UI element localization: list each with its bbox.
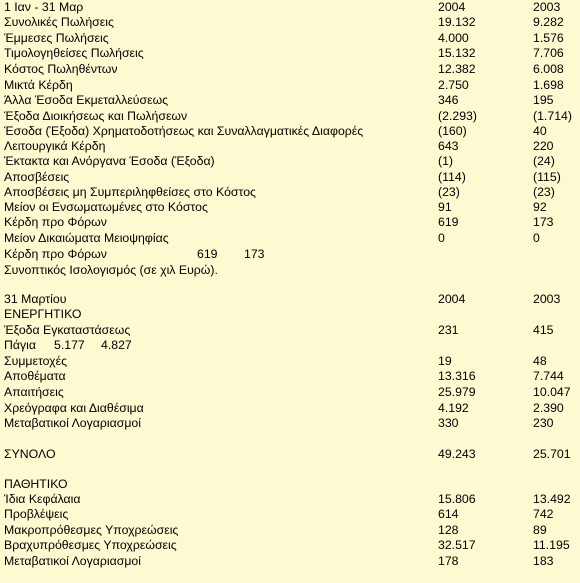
- asset-inline-row: [0, 338, 580, 353]
- row-label: Πάγια: [4, 338, 36, 352]
- value-2004: 91: [438, 200, 452, 214]
- year-2004-header: 2004: [438, 0, 466, 14]
- row-label: Αποσβέσεις: [4, 170, 70, 184]
- row-label: Αποσβέσεις μη Συμπεριληφθείσες στο Κόστος: [4, 185, 256, 199]
- row-label: Έσοδα (Έξοδα) Χρηματοδοτήσεως και Συναλλαγματικές Διαφορές: [4, 124, 364, 138]
- row-label: Άλλα Έσοδα Εκμεταλλεύσεως: [4, 93, 169, 107]
- income-row: [0, 15, 580, 30]
- value-2003: 173: [244, 247, 265, 261]
- asset-row: [0, 401, 580, 416]
- income-row: [0, 78, 580, 93]
- value-2003: 13.492: [533, 492, 571, 506]
- value-2003: 0: [533, 231, 540, 245]
- asset-row: [0, 369, 580, 384]
- income-inline-row: [0, 247, 580, 262]
- value-2004: 0: [438, 231, 445, 245]
- row-label: Μεταβατικοί Λογαριασμοί: [4, 416, 141, 430]
- row-label: Έκτακτα και Ανόργανα Έσοδα (Έξοδα): [4, 154, 215, 168]
- value-2003: 10.047: [533, 385, 571, 399]
- value-2003: 89: [533, 523, 547, 537]
- value-2003: (1.714): [533, 109, 572, 123]
- income-row: [0, 124, 580, 139]
- value-2004: 25.979: [438, 385, 476, 399]
- row-label: Μακροπρόθεσμες Υποχρεώσεις: [4, 523, 179, 537]
- income-row: [0, 154, 580, 169]
- row-label: Μεταβατικοί Λογαριασμοί: [4, 554, 141, 568]
- row-label: Κέρδη προ Φόρων: [4, 215, 107, 229]
- income-row: [0, 109, 580, 124]
- row-label: Έξοδα Διοικήσεως και Πωλήσεων: [4, 109, 188, 123]
- asset-row: [0, 416, 580, 431]
- value-2004: 128: [438, 523, 459, 537]
- year-2003-header: 2003: [533, 292, 561, 306]
- value-2004: 178: [438, 554, 459, 568]
- income-row: [0, 46, 580, 61]
- income-row: [0, 93, 580, 108]
- value-2003: 7.744: [533, 369, 564, 383]
- value-2003: 92: [533, 200, 547, 214]
- value-2004: 13.316: [438, 369, 476, 383]
- asset-row: [0, 385, 580, 400]
- value-2003: 7.706: [533, 46, 564, 60]
- row-label: Αποθέματα: [4, 369, 66, 383]
- row-label: Έξοδα Εγκαταστάσεως: [4, 323, 131, 337]
- income-row: [0, 200, 580, 215]
- value-2004: 231: [438, 323, 459, 337]
- income-row: [0, 31, 580, 46]
- balance-header-row: [0, 292, 580, 307]
- value-2003: 4.827: [101, 338, 132, 352]
- year-2003-header: 2003: [533, 0, 561, 14]
- income-row: [0, 185, 580, 200]
- income-row: [0, 231, 580, 246]
- liability-row: [0, 492, 580, 507]
- value-2004: (114): [438, 170, 466, 184]
- value-2004: 19: [438, 354, 452, 368]
- value-2003: 195: [533, 93, 554, 107]
- value-2004: 346: [438, 93, 459, 107]
- value-2004: (2.293): [438, 109, 477, 123]
- value-2004: 643: [438, 139, 459, 153]
- value-2004: 15.806: [438, 492, 476, 506]
- value-2004: 619: [438, 215, 459, 229]
- asset-row: [0, 354, 580, 369]
- liability-row: [0, 538, 580, 553]
- value-2004: (23): [438, 185, 460, 199]
- value-2004: 4.192: [438, 401, 469, 415]
- value-2003: 173: [533, 215, 554, 229]
- row-label: Έμμεσες Πωλήσεις: [4, 31, 109, 45]
- value-2003: (23): [533, 185, 555, 199]
- assets-total-row: [0, 447, 580, 462]
- value-2003: 2.390: [533, 401, 564, 415]
- period-label: 1 Ιαν - 31 Μαρ: [4, 0, 84, 14]
- value-2003: (115): [533, 170, 561, 184]
- income-header-row: [0, 0, 580, 15]
- row-label: Προβλέψεις: [4, 507, 69, 521]
- value-2003: 6.008: [533, 62, 564, 76]
- income-row: [0, 62, 580, 77]
- row-label: Συμμετοχές: [4, 354, 68, 368]
- value-2004: 614: [438, 507, 459, 521]
- liabilities-heading: [0, 477, 580, 492]
- value-2004: 4.000: [438, 31, 469, 45]
- caption-text: Συνοπτικός Ισολογισμός (σε χιλ Ευρώ).: [4, 263, 218, 277]
- assets-heading: [0, 307, 580, 322]
- balance-caption: [0, 263, 580, 278]
- section-heading: ΕΝΕΡΓΗΤΙΚΟ: [4, 307, 82, 321]
- liability-row: [0, 523, 580, 538]
- value-2003: (24): [533, 154, 555, 168]
- value-2004: 32.517: [438, 538, 476, 552]
- value-2003: 11.195: [533, 538, 570, 552]
- row-label: Ίδια Κεφάλαια: [4, 492, 81, 506]
- value-2004: 2.750: [438, 78, 469, 92]
- value-2004: 5.177: [54, 338, 85, 352]
- date-label: 31 Μαρτίου: [4, 292, 67, 306]
- row-label: Μείον Δικαιώματα Μειοψηφίας: [4, 231, 169, 245]
- value-2003: 1.576: [533, 31, 564, 45]
- income-row: [0, 215, 580, 230]
- income-row: [0, 170, 580, 185]
- row-label: Μείον οι Ενσωματωμένες στο Κόστος: [4, 200, 208, 214]
- total-label: ΣΥΝΟΛΟ: [4, 447, 56, 461]
- income-row: [0, 139, 580, 154]
- row-label: Συνολικές Πωλήσεις: [4, 15, 114, 29]
- year-2004-header: 2004: [438, 292, 466, 306]
- value-2003: 415: [533, 323, 554, 337]
- value-2003: 220: [533, 139, 554, 153]
- value-2003: 9.282: [533, 15, 564, 29]
- value-2003: 1.698: [533, 78, 564, 92]
- value-2004: 12.382: [438, 62, 476, 76]
- value-2004: (160): [438, 124, 467, 138]
- row-label: Λειτουργικά Κέρδη: [4, 139, 106, 153]
- row-label: Μικτά Κέρδη: [4, 78, 73, 92]
- asset-row: [0, 323, 580, 338]
- row-label: Βραχυπρόθεσμες Υποχρεώσεις: [4, 538, 177, 552]
- value-2004: 619: [197, 247, 218, 261]
- row-label: Κόστος Πωληθέντων: [4, 62, 118, 76]
- row-label: Κέρδη προ Φόρων: [4, 247, 107, 261]
- value-2003: 230: [533, 416, 554, 430]
- value-2003: 25.701: [533, 447, 571, 461]
- value-2004: 15.132: [438, 46, 476, 60]
- row-label: Τιμολογηθείσες Πωλήσεις: [4, 46, 144, 60]
- row-label: Απαιτήσεις: [4, 385, 64, 399]
- value-2004: 330: [438, 416, 459, 430]
- section-heading: ΠΑΘΗΤΙΚΟ: [4, 477, 68, 491]
- value-2004: (1): [438, 154, 454, 168]
- value-2003: 183: [533, 554, 554, 568]
- value-2004: 19.132: [438, 15, 476, 29]
- liability-row: [0, 507, 580, 522]
- value-2004: 49.243: [438, 447, 476, 461]
- row-label: Χρεόγραφα και Διαθέσιμα: [4, 401, 144, 415]
- value-2003: 742: [533, 507, 554, 521]
- liability-row: [0, 554, 580, 569]
- value-2003: 48: [533, 354, 547, 368]
- value-2003: 40: [533, 124, 547, 138]
